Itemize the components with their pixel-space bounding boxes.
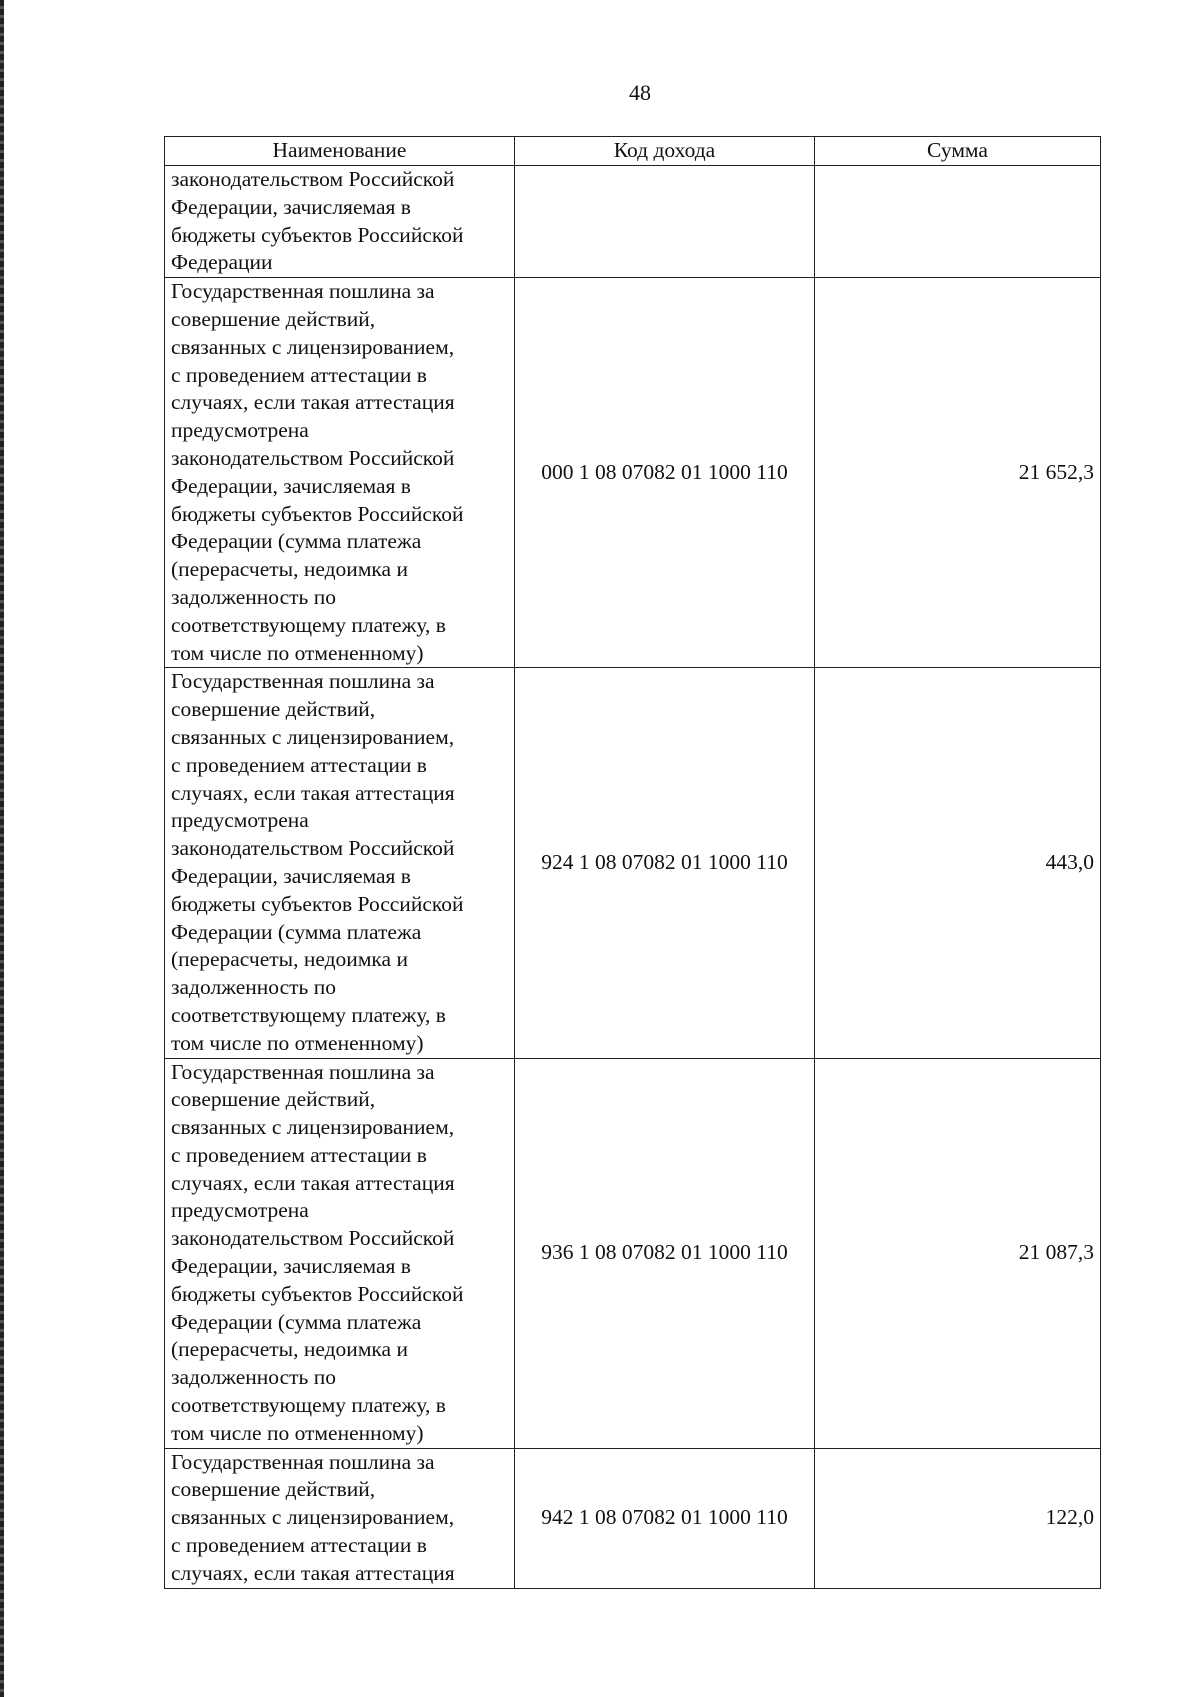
table-body xyxy=(165,166,1101,1589)
revenue-sum xyxy=(815,166,1101,278)
name-line: совершение действий, xyxy=(171,306,376,331)
revenue-table xyxy=(164,136,1101,1589)
name-line: Государственная пошлина за xyxy=(171,1449,435,1474)
row-name-cell xyxy=(165,166,515,278)
name-line: связанных с лицензированием, xyxy=(171,1505,455,1530)
name-line: Федерации (сумма платежа xyxy=(171,919,422,944)
name-line: бюджеты субъектов Российской xyxy=(171,501,464,526)
name-line: (перерасчеты, недоимка и xyxy=(171,1337,408,1362)
name-line: связанных с лицензированием, xyxy=(171,724,455,749)
name-line: совершение действий, xyxy=(171,1477,376,1502)
row-name-cell xyxy=(165,278,515,668)
revenue-sum: 122,0 xyxy=(815,1448,1101,1588)
name-line: задолженность по xyxy=(171,584,336,609)
revenue-code: 942 1 08 07082 01 1000 110 xyxy=(515,1448,815,1588)
row-name-cell xyxy=(165,1058,515,1448)
name-line: соответствующему платежу, в xyxy=(171,612,446,637)
name-line: Федерации, зачисляемая в xyxy=(171,194,411,219)
name-line: предусмотрена xyxy=(171,808,309,833)
name-line: с проведением аттестации в xyxy=(171,1142,427,1167)
name-line: том числе по отмененному) xyxy=(171,640,424,665)
name-line: Федерации (сумма платежа xyxy=(171,529,422,554)
table-row xyxy=(165,166,1101,278)
name-line: соответствующему платежу, в xyxy=(171,1002,446,1027)
name-line: Федерации, зачисляемая в xyxy=(171,863,411,888)
name-line: связанных с лицензированием, xyxy=(171,1115,455,1140)
name-line: бюджеты субъектов Российской xyxy=(171,1281,464,1306)
revenue-sum: 21 652,3 xyxy=(815,278,1101,668)
name-line: бюджеты субъектов Российской xyxy=(171,222,464,247)
name-line: законодательством Российской xyxy=(171,836,455,861)
name-line: Федерации xyxy=(171,250,273,275)
name-line: законодательством Российской xyxy=(171,1226,455,1251)
name-line: предусмотрена xyxy=(171,1198,309,1223)
name-line: соответствующему платежу, в xyxy=(171,1393,446,1418)
header-row xyxy=(165,137,1101,166)
revenue-code: 000 1 08 07082 01 1000 110 xyxy=(515,278,815,668)
name-line: случаях, если такая аттестация xyxy=(171,1560,455,1585)
row-name-cell xyxy=(165,1448,515,1588)
table-header xyxy=(165,137,1101,166)
name-line: совершение действий, xyxy=(171,697,376,722)
header-sum: Сумма xyxy=(815,137,1101,166)
name-line: (перерасчеты, недоимка и xyxy=(171,557,408,582)
table-row xyxy=(165,668,1101,1058)
name-line: с проведением аттестации в xyxy=(171,752,427,777)
name-line: предусмотрена xyxy=(171,418,309,443)
name-line: том числе по отмененному) xyxy=(171,1030,424,1055)
name-line: связанных с лицензированием, xyxy=(171,334,455,359)
name-line: законодательством Российской xyxy=(171,167,455,191)
name-line: Государственная пошлина за xyxy=(171,279,435,304)
revenue-sum: 443,0 xyxy=(815,668,1101,1058)
name-line: Федерации, зачисляемая в xyxy=(171,1254,411,1279)
name-line: случаях, если такая аттестация xyxy=(171,1170,455,1195)
name-line: законодательством Российской xyxy=(171,445,455,470)
name-line: случаях, если такая аттестация xyxy=(171,780,455,805)
page-number: 48 xyxy=(629,80,651,105)
name-line: Государственная пошлина за xyxy=(171,1059,435,1084)
revenue-sum: 21 087,3 xyxy=(815,1058,1101,1448)
name-line: Федерации (сумма платежа xyxy=(171,1309,422,1334)
name-line: Государственная пошлина за xyxy=(171,669,435,694)
name-line: (перерасчеты, недоимка и xyxy=(171,947,408,972)
revenue-code: 936 1 08 07082 01 1000 110 xyxy=(515,1058,815,1448)
header-code: Код дохода xyxy=(515,137,815,166)
revenue-code xyxy=(515,166,815,278)
row-name-cell xyxy=(165,668,515,1058)
table-row xyxy=(165,1448,1101,1588)
header-name: Наименование xyxy=(165,137,515,166)
name-line: с проведением аттестации в xyxy=(171,1533,427,1558)
name-line: задолженность по xyxy=(171,975,336,1000)
name-line: Федерации, зачисляемая в xyxy=(171,473,411,498)
table-row xyxy=(165,1058,1101,1448)
scan-edge xyxy=(0,0,4,1697)
name-line: бюджеты субъектов Российской xyxy=(171,891,464,916)
name-line: задолженность по xyxy=(171,1365,336,1390)
name-line: случаях, если такая аттестация xyxy=(171,390,455,415)
name-line: том числе по отмененному) xyxy=(171,1420,424,1445)
name-line: совершение действий, xyxy=(171,1087,376,1112)
table-row xyxy=(165,278,1101,668)
name-line: с проведением аттестации в xyxy=(171,362,427,387)
revenue-code: 924 1 08 07082 01 1000 110 xyxy=(515,668,815,1058)
